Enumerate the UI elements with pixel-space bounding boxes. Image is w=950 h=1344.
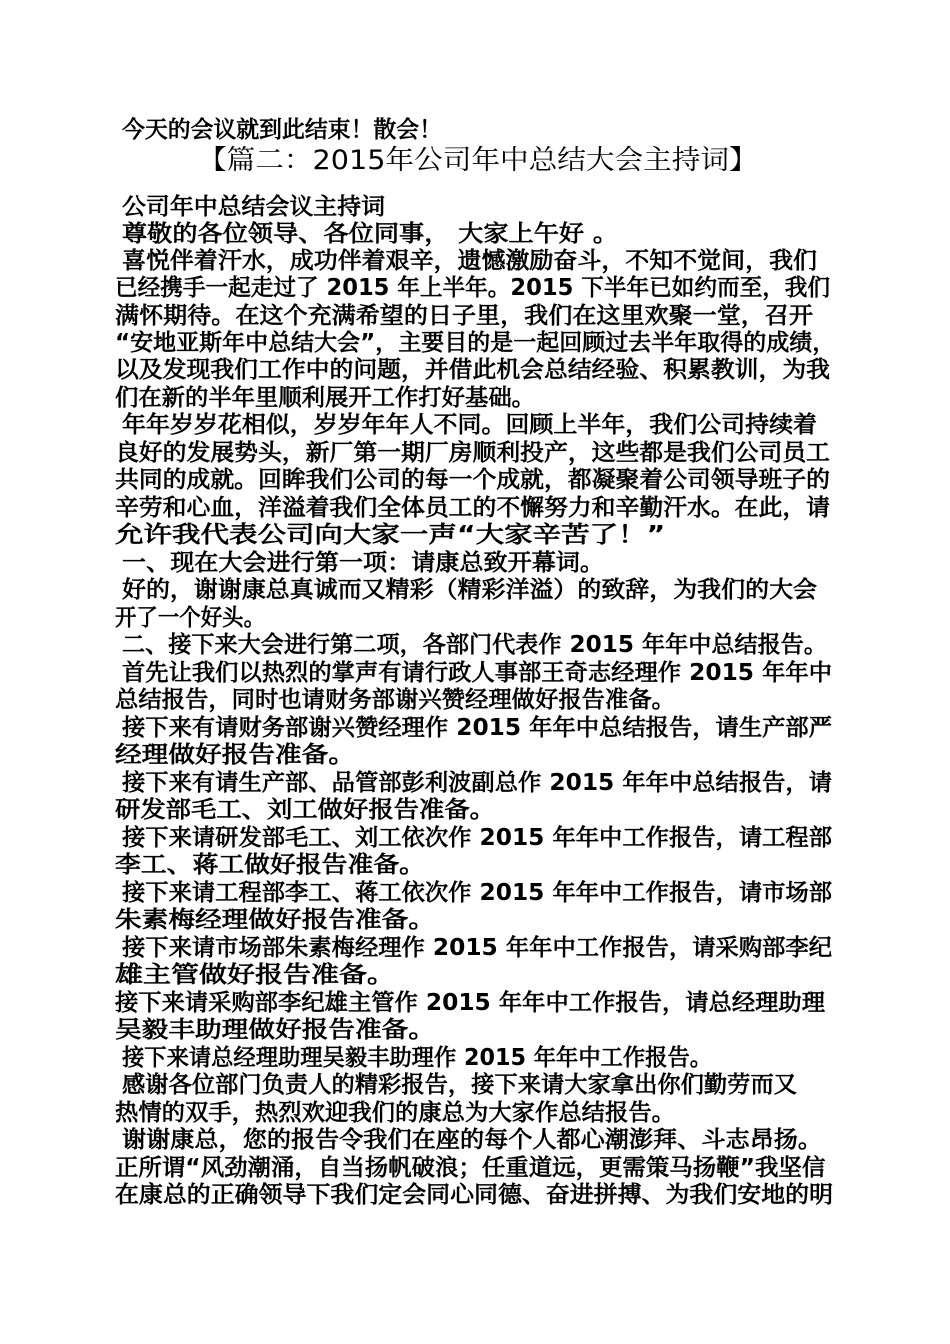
body-line: 谢谢康总，您的报告令我们在座的每个人都心潮澎拜、斗志昂扬。 — [122, 1127, 823, 1153]
body-line: 朱素梅经理做好报告准备。 — [115, 907, 435, 933]
body-line: 经理做好报告准备。 — [115, 742, 355, 768]
body-line: 良好的发展势头，新厂第一期厂房顺利投产，这些都是我们公司员工 — [115, 440, 830, 466]
body-line: 吴毅丰助理做好报告准备。 — [115, 1017, 435, 1043]
body-line: 二、接下来大会进行第二项，各部门代表作 2015 年年中总结报告。 — [122, 632, 828, 658]
body-line: 正所谓“风劲潮涌，自当扬帆破浪；任重道远，更需策马扬鞭”我坚信 — [115, 1155, 826, 1181]
body-line: 李工、蒋工做好报告准备。 — [115, 852, 426, 878]
body-line: 以及发现我们工作中的问题，并借此机会总结经验、积累教训，为我 — [115, 357, 830, 383]
body-line: 年年岁岁花相似，岁岁年年人不同。回顾上半年，我们公司持续着 — [122, 412, 818, 438]
body-line: 喜悦伴着汗水，成功伴着艰辛，遗憾激励奋斗，不知不觉间，我们 — [122, 248, 818, 274]
body-line: 开了一个好头。 — [115, 605, 266, 631]
body-line: 已经携手一起走过了 2015 年上半年。2015 下半年已如约而至，我们 — [115, 275, 831, 301]
body-line: 热情的双手，热烈欢迎我们的康总为大家作总结报告。 — [115, 1100, 676, 1126]
closing-line: 今天的会议就到此结束！散会！ — [122, 117, 443, 143]
body-line: 接下来请市场部朱素梅经理作 2015 年年中工作报告，请采购部李纪 — [122, 935, 833, 961]
body-line: 总结报告，同时也请财务部谢兴赞经理做好报告准备。 — [115, 687, 676, 713]
body-line: 在康总的正确领导下我们定会同心同德、奋进拼搏、为我们安地的明 — [115, 1182, 834, 1208]
body-line: 雄主管做好报告准备。 — [115, 962, 396, 988]
body-line: 感谢各位部门负责人的精彩报告，接下来请大家拿出你们勤劳而又 — [122, 1072, 798, 1098]
body-line: 接下来请工程部李工、蒋工依次作 2015 年年中工作报告，请市场部 — [122, 880, 833, 906]
body-line: 一、现在大会进行第一项：请康总致开幕词。 — [122, 550, 604, 576]
body-line: 接下来请采购部李纪雄主管作 2015 年年中工作报告，请总经理助理 — [115, 990, 826, 1016]
body-line: 满怀期待。在这个充满希望的日子里，我们在这里欢聚一堂，召开 — [115, 303, 814, 329]
body-line: 辛劳和心血，洋溢着我们全体员工的不懈努力和辛勤汗水。在此，请 — [115, 495, 830, 521]
body-line: 研发部毛工、刘工做好报告准备。 — [115, 797, 495, 823]
body-line: 允许我代表公司向大家一声“大家辛苦了！” — [115, 522, 666, 548]
body-line: 接下来有请财务部谢兴赞经理作 2015 年年中总结报告，请生产部严 — [122, 715, 833, 741]
body-line: 公司年中总结会议主持词 — [122, 194, 385, 220]
section-title: 【篇二：2015年公司年中总结大会主持词】 — [198, 145, 758, 176]
body-line: 首先让我们以热烈的掌声有请行政人事部王奇志经理作 2015 年年中 — [122, 660, 833, 686]
body-line: 尊敬的各位领导、各位同事， 大家上午好 。 — [122, 221, 619, 247]
body-line: 共同的成就。回眸我们公司的每一个成就，都凝聚着公司领导班子的 — [115, 467, 830, 493]
body-line: 接下来有请生产部、品管部彭利波副总作 2015 年年中总结报告，请 — [122, 770, 833, 796]
body-line: “安地亚斯年中总结大会”，主要目的是一起回顾过去半年取得的成绩， — [115, 330, 836, 356]
body-line: 接下来请总经理助理吴毅丰助理作 2015 年年中工作报告。 — [122, 1045, 713, 1071]
body-line: 们在新的半年里顺利展开工作打好基础。 — [115, 385, 536, 411]
body-line: 好的，谢谢康总真诚而又精彩（精彩洋溢）的致辞，为我们的大会 — [122, 577, 818, 603]
body-line: 接下来请研发部毛工、刘工依次作 2015 年年中工作报告，请工程部 — [122, 825, 833, 851]
